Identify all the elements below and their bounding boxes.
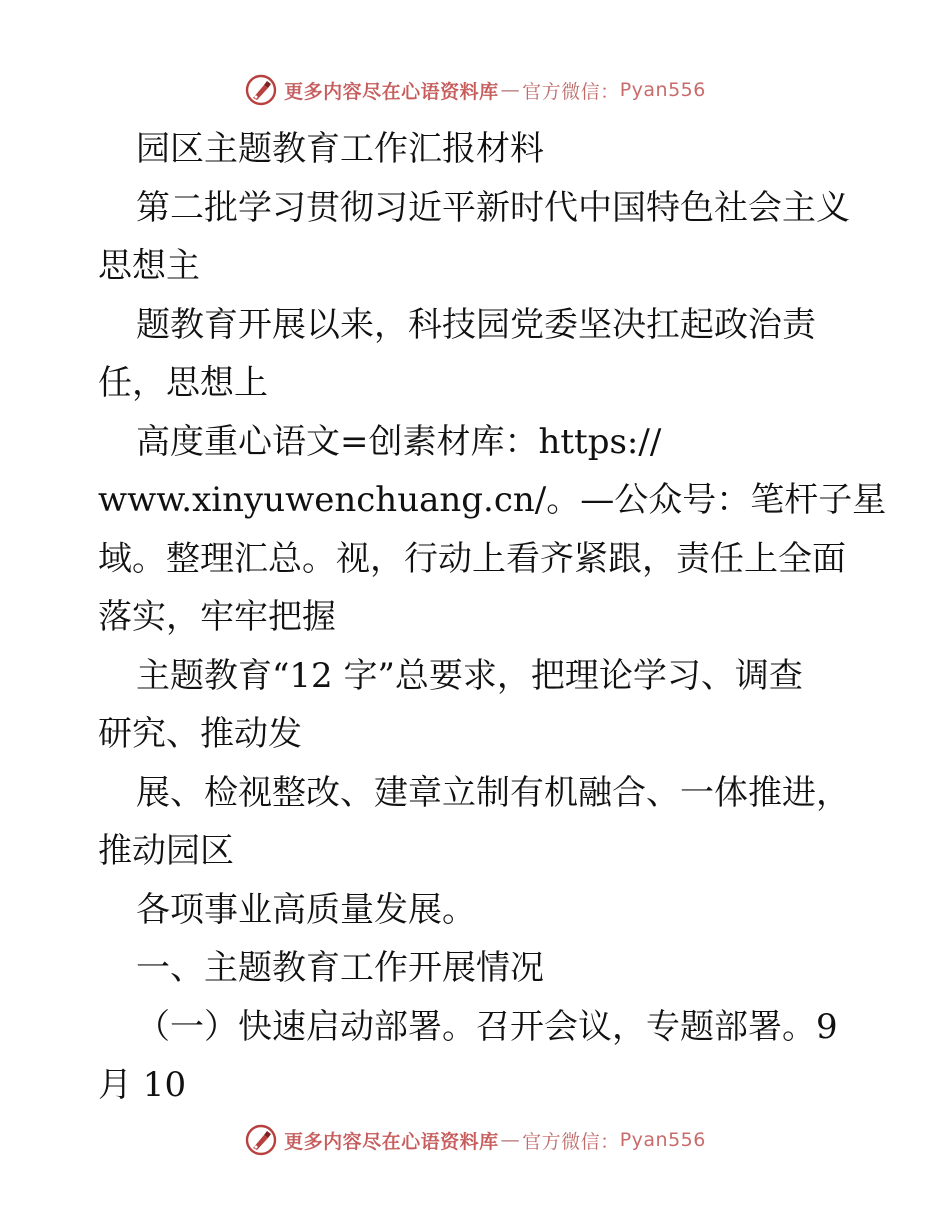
text-line: 高度重心语文=创素材库：https:// (136, 421, 662, 462)
document-title: 园区主题教育工作汇报材料 (136, 129, 544, 169)
text-line: 落实，牢牢把握 (98, 597, 336, 637)
watermark-brand-text: 更多内容尽在心语资料库 (284, 80, 499, 103)
text-line: 域。整理汇总。视，行动上看齐紧跟，责任上全面 (98, 538, 846, 579)
section-heading: 一、主题教育工作开展情况 (136, 948, 544, 988)
watermark-label: 官方微信： (522, 80, 620, 103)
text-line: 推动园区 (98, 831, 234, 871)
text-line: 思想主 (98, 246, 200, 286)
document-body (98, 120, 887, 1115)
text-line: www.xinyuwenchuang.cn/。—公众号：笔杆子星 (98, 480, 887, 520)
watermark-wechat-id: Pyan556 (619, 1129, 706, 1151)
text-line: 月 10 (98, 1065, 187, 1105)
header-watermark-banner (0, 70, 950, 110)
text-line: 主题教育“12 字”总要求，把理论学习、调查 (136, 655, 803, 696)
watermark-separator: — (500, 1129, 521, 1151)
watermark-separator: — (500, 79, 521, 101)
text-line: 任，思想上 (98, 363, 268, 403)
text-line: 题教育开展以来，科技园党委坚决扛起政治责 (136, 304, 816, 345)
subsection-line: （一）快速启动部署。召开会议，专题部署。9 (136, 1006, 838, 1047)
watermark-brand-text: 更多内容尽在心语资料库 (284, 1130, 499, 1153)
watermark-label: 官方微信： (522, 1130, 620, 1153)
pen-nib-logo-icon (244, 73, 278, 107)
text-line: 研究、推动发 (98, 714, 302, 754)
watermark-wechat-id: Pyan556 (619, 79, 706, 101)
text-line: 第二批学习贯彻习近平新时代中国特色社会主义 (136, 187, 850, 228)
footer-watermark-banner (0, 1120, 950, 1160)
text-line: 展、检视整改、建章立制有机融合、一体推进， (136, 772, 850, 813)
text-line: 各项事业高质量发展。 (136, 889, 476, 930)
pen-nib-logo-icon (244, 1123, 278, 1157)
